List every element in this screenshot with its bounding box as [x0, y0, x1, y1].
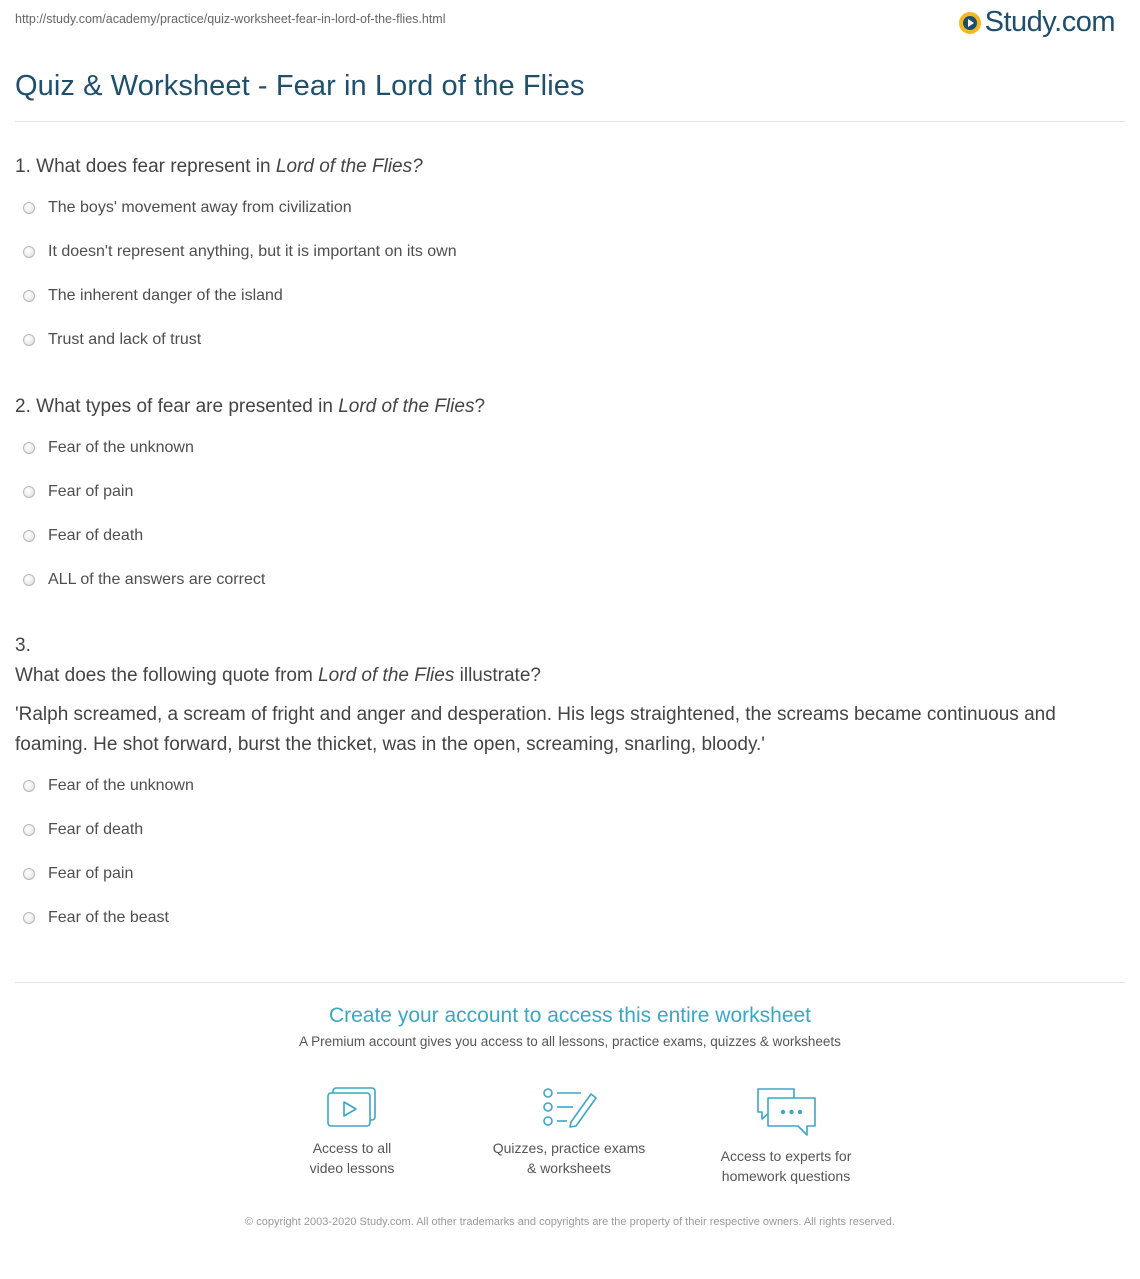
- feature-experts: [686, 1086, 886, 1186]
- feature-video-lessons: [252, 1086, 452, 1178]
- answer-option[interactable]: The boys' movement away from civilization: [15, 198, 1125, 242]
- answer-option[interactable]: Trust and lack of trust: [15, 330, 1125, 374]
- top-bar: [15, 0, 1125, 50]
- answer-list: [15, 776, 1125, 952]
- radio-button[interactable]: [23, 442, 35, 454]
- answer-option[interactable]: It doesn't represent anything, but it is important on its own: [15, 242, 1125, 286]
- copyright-text: © copyright 2003-2020 Study.com. All other trademarks and copyrights are the property of their respective owners. All rights reserved.: [245, 1216, 895, 1228]
- radio-button[interactable]: [23, 486, 35, 498]
- radio-button[interactable]: [23, 868, 35, 880]
- question-quote: 'Ralph screamed, a scream of fright and anger and desperation. His legs straightened, the screams became continuous and foaming. He shot forward, burst the thicket, was in the open, screaming, snarling, bloody.': [15, 704, 1056, 755]
- question-3: [15, 631, 1125, 952]
- question-prompt: 1. What does fear represent in Lord of the Flies?: [15, 156, 423, 177]
- answer-list: [15, 198, 1125, 374]
- page-title: Quiz & Worksheet - Fear in Lord of the Flies: [15, 70, 585, 102]
- answer-list: [15, 438, 1125, 614]
- answer-option[interactable]: Fear of the beast: [15, 908, 1125, 952]
- cta-subtitle: A Premium account gives you access to all lessons, practice exams, quizzes & worksheets: [299, 1034, 841, 1049]
- answer-option[interactable]: Fear of death: [15, 820, 1125, 864]
- radio-button[interactable]: [23, 780, 35, 792]
- feature-label: Access to experts for homework questions: [720, 1148, 852, 1184]
- question-number: 3.: [15, 635, 31, 656]
- question-prompt: What does the following quote from Lord of the Flies illustrate?: [15, 665, 541, 686]
- study-logo-icon: [959, 12, 981, 34]
- quiz-checklist-icon: [541, 1086, 597, 1130]
- page-url: http://study.com/academy/practice/quiz-worksheet-fear-in-lord-of-the-flies.html: [15, 12, 446, 26]
- answer-option[interactable]: Fear of death: [15, 526, 1125, 570]
- radio-button[interactable]: [23, 334, 35, 346]
- question-1: [15, 152, 1125, 374]
- answer-option[interactable]: Fear of the unknown: [15, 438, 1125, 482]
- study-logo-text: Study.com: [984, 6, 1115, 38]
- answer-option[interactable]: The inherent danger of the island: [15, 286, 1125, 330]
- feature-quizzes: [469, 1086, 669, 1178]
- answer-option[interactable]: Fear of the unknown: [15, 776, 1125, 820]
- radio-button[interactable]: [23, 246, 35, 258]
- feature-label: Access to all video lessons: [309, 1140, 395, 1176]
- question-2: [15, 392, 1125, 614]
- radio-button[interactable]: [23, 290, 35, 302]
- radio-button[interactable]: [23, 912, 35, 924]
- answer-option[interactable]: Fear of pain: [15, 864, 1125, 908]
- cta-divider: [15, 982, 1125, 983]
- title-divider: [15, 121, 1125, 122]
- video-lessons-icon: [326, 1086, 378, 1130]
- study-logo[interactable]: [959, 6, 1115, 39]
- chat-bubbles-icon: [754, 1086, 818, 1138]
- signup-cta: [15, 1004, 1125, 1049]
- cta-title-link[interactable]: Create your account to access this entire worksheet: [328, 1004, 812, 1027]
- question-prompt: 2. What types of fear are presented in Lord of the Flies?: [15, 396, 486, 417]
- radio-button[interactable]: [23, 824, 35, 836]
- feature-label: Quizzes, practice exams & worksheets: [492, 1140, 646, 1176]
- radio-button[interactable]: [23, 202, 35, 214]
- answer-option[interactable]: ALL of the answers are correct: [15, 570, 1125, 614]
- radio-button[interactable]: [23, 574, 35, 586]
- radio-button[interactable]: [23, 530, 35, 542]
- answer-option[interactable]: Fear of pain: [15, 482, 1125, 526]
